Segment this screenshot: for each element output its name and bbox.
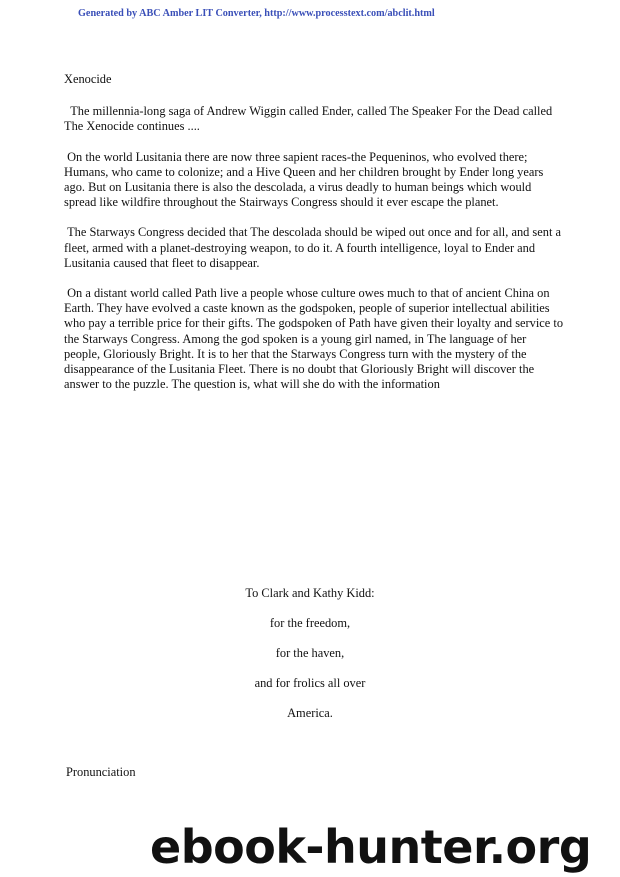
dedication-line: and for frolics all over (254, 676, 366, 690)
dedication-line: To Clark and Kathy Kidd: (245, 586, 375, 600)
paragraph-lusitania: On the world Lusitania there are now three sapient races-the Pequeninos, who evolved there; Humans, who came to colonize; and a Hive Queen and her children brought by Ender long years ago. But on Lusitania there is also the descolada, a virus deadly to human beings which would spread like wildfire throughout the Stairways Congress should it ever escape the planet. (64, 149, 544, 210)
dedication-line: for the freedom, (269, 616, 351, 630)
dedication-line: America. (287, 706, 333, 720)
paragraph-path: On a distant world called Path live a people whose culture owes much to that of ancient China on Earth. They have evolved a caste known as the godspoken, people of superior intellectual abilities who pay a terrible price for their gifts. The godspoken of Path have given their loyalty and service to the Starways Congress. Among the god spoken is a young girl named, in The language of her people, Gloriously Bright. It is to her that the Starways Congress turn with the mystery of the disappearance of the Lusitania Fleet. There is no doubt that Gloriously Bright will discover the answer to the puzzle. The question is, what will she do with the information (64, 286, 564, 392)
section-heading-pronunciation: Pronunciation (66, 765, 136, 779)
document-body (64, 72, 564, 407)
paragraph-congress: The Starways Congress decided that The descolada should be wiped out once and for all, and sent a fleet, armed with a planet-destroying weapon, to do it. A fourth intelligence, loyal to Ender and Lusitania caused that fleet to disappear. (64, 225, 561, 270)
converter-link[interactable]: Generated by ABC Amber LIT Converter, http://www.processtext.com/abclit.html (78, 8, 435, 19)
paragraph-intro: The millennia-long saga of Andrew Wiggin called Ender, called The Speaker For the Dead called The Xenocide continues .... (64, 104, 553, 134)
book-title: Xenocide (64, 72, 112, 86)
dedication (0, 586, 620, 736)
watermark: ebook-hunter.org (150, 820, 592, 874)
dedication-line: for the haven, (275, 646, 345, 660)
